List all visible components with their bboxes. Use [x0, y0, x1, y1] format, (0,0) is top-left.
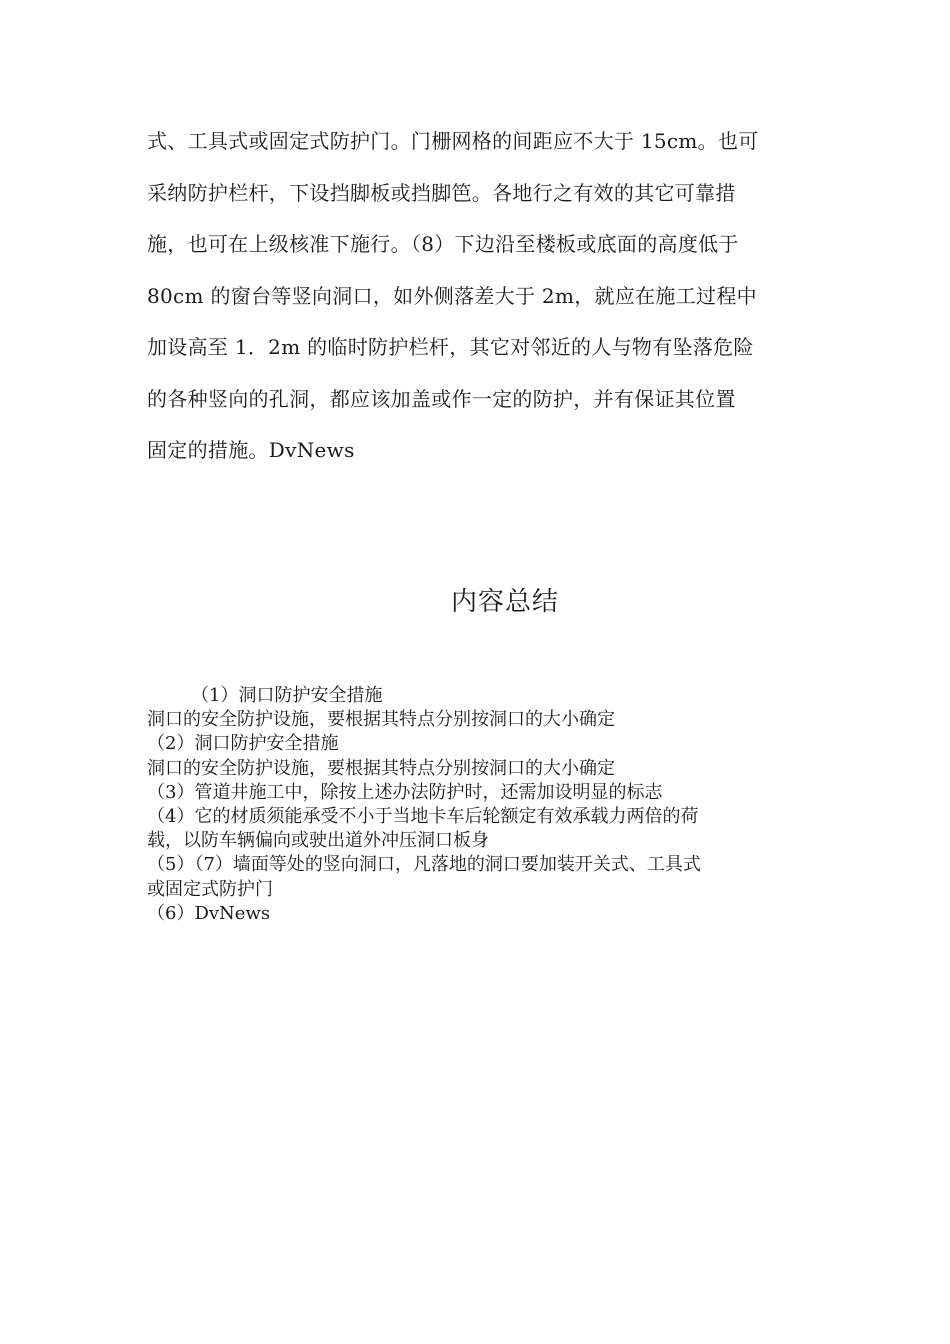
- summary-item: 载，以防车辆偏向或驶出道外冲压洞口板身: [147, 830, 489, 852]
- body-line: 的各种竖向的孔洞，都应该加盖或作一定的防护，并有保证其位置: [147, 386, 736, 411]
- summary-item: 洞口的安全防护设施，要根据其特点分别按洞口的大小确定: [147, 709, 615, 731]
- body-line: 式、工具式或固定式防护门。门栅网格的间距应不大于 15cm。也可: [147, 129, 759, 153]
- body-line: 采纳防护栏杆，下设挡脚板或挡脚笆。各地行之有效的其它可靠措: [147, 180, 736, 205]
- body-line: 施，也可在上级核准下施行。（8）下边沿至楼板或底面的高度低于: [147, 232, 739, 256]
- body-line: 固定的措施。DvNews: [147, 438, 355, 462]
- section-title: 内容总结: [450, 587, 559, 617]
- body-line: 加设高至 1．2m 的临时防护栏杆，其它对邻近的人与物有坠落危险: [147, 335, 754, 359]
- body-paragraph: [147, 116, 817, 477]
- summary-item: （4）它的材质须能承受不小于当地卡车后轮额定有效承载力两倍的荷: [147, 806, 699, 828]
- summary-item: （2）洞口防护安全措施: [147, 733, 339, 755]
- summary-list: [147, 684, 807, 926]
- summary-item: 或固定式防护门: [147, 878, 273, 900]
- summary-item: （6）DvNews: [147, 902, 271, 924]
- summary-item: （1）洞口防护安全措施: [191, 685, 383, 706]
- summary-item: 洞口的安全防护设施，要根据其特点分别按洞口的大小确定: [147, 757, 615, 779]
- summary-item: （5）（7）墙面等处的竖向洞口，凡落地的洞口要加装开关式、工具式: [147, 854, 701, 876]
- body-line: 80cm 的窗台等竖向洞口，如外侧落差大于 2m，就应在施工过程中: [147, 283, 757, 308]
- summary-item: （3）管道井施工中，除按上述办法防护时，还需加设明显的标志: [147, 781, 663, 803]
